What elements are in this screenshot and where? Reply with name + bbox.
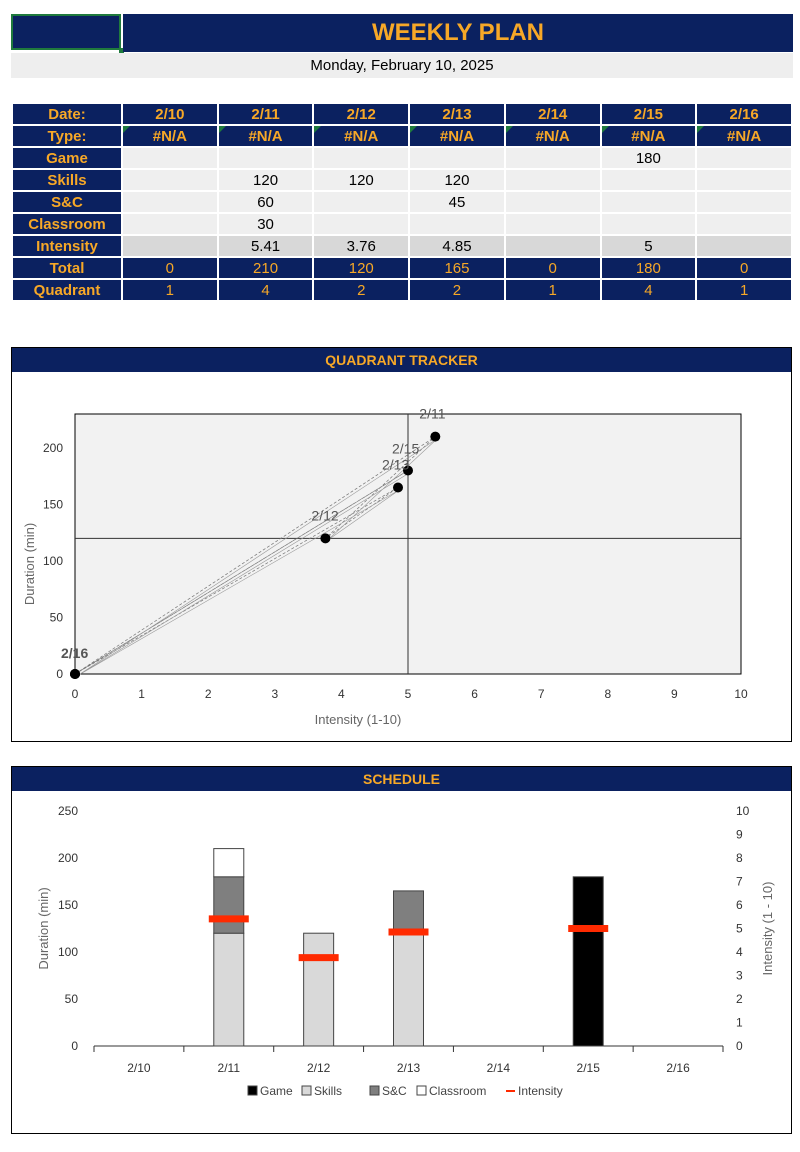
x-tick-label: 0 bbox=[71, 687, 79, 701]
y-tick-label: 150 bbox=[42, 497, 63, 512]
y2-tick-label: 1 bbox=[736, 1015, 743, 1030]
data-point bbox=[430, 432, 440, 442]
skills-cell[interactable]: 120 bbox=[218, 169, 314, 191]
quadrant-cell[interactable]: 1 bbox=[696, 279, 792, 301]
x-tick-label: 2/10 bbox=[127, 1061, 151, 1075]
quadrant-tracker-panel bbox=[11, 347, 792, 742]
y-tick-label: 100 bbox=[57, 945, 78, 959]
total-cell[interactable]: 0 bbox=[122, 257, 218, 279]
intensity-cell[interactable]: 4.85 bbox=[409, 235, 505, 257]
total-cell[interactable]: 0 bbox=[696, 257, 792, 279]
data-point bbox=[393, 482, 403, 492]
row-label-classroom: Classroom bbox=[12, 213, 122, 235]
x-tick-label: 3 bbox=[271, 687, 279, 701]
quadrant-cell[interactable]: 1 bbox=[122, 279, 218, 301]
classroom-cell[interactable] bbox=[601, 213, 697, 235]
classroom-cell[interactable] bbox=[409, 213, 505, 235]
total-cell[interactable]: 210 bbox=[218, 257, 314, 279]
schedule-title: SCHEDULE bbox=[12, 767, 791, 791]
sc-cell[interactable]: 60 bbox=[218, 191, 314, 213]
date-cell[interactable]: 2/14 bbox=[505, 103, 601, 125]
game-cell[interactable] bbox=[505, 147, 601, 169]
skills-cell[interactable]: 120 bbox=[313, 169, 409, 191]
game-cell[interactable] bbox=[409, 147, 505, 169]
type-cell[interactable]: #N/A bbox=[218, 125, 314, 147]
row-label-sc: S&C bbox=[12, 191, 122, 213]
y2-tick-label: 4 bbox=[736, 945, 743, 959]
quadrant-cell[interactable]: 2 bbox=[409, 279, 505, 301]
type-cell[interactable]: #N/A bbox=[505, 125, 601, 147]
sc-cell[interactable] bbox=[696, 191, 792, 213]
total-row bbox=[12, 257, 792, 279]
skills-cell[interactable]: 120 bbox=[409, 169, 505, 191]
x-tick-label: 10 bbox=[734, 687, 748, 701]
row-label-game: Game bbox=[12, 147, 122, 169]
y2-tick-label: 10 bbox=[736, 804, 750, 818]
skills-cell[interactable] bbox=[122, 169, 218, 191]
game-cell[interactable] bbox=[313, 147, 409, 169]
date-cell[interactable]: 2/16 bbox=[696, 103, 792, 125]
row-label-quadrant: Quadrant bbox=[12, 279, 122, 301]
y2-axis-title: Intensity (1 - 10) bbox=[760, 881, 775, 976]
type-cell[interactable]: #N/A bbox=[122, 125, 218, 147]
date-row bbox=[12, 103, 792, 125]
skills-cell[interactable] bbox=[601, 169, 697, 191]
row-label-type: Type: bbox=[12, 125, 122, 147]
point-label: 2/12 bbox=[311, 507, 339, 524]
x-tick-label: 9 bbox=[671, 687, 678, 701]
x-tick-label: 2/11 bbox=[217, 1061, 241, 1075]
classroom-cell[interactable] bbox=[696, 213, 792, 235]
sc-cell[interactable] bbox=[122, 191, 218, 213]
type-cell[interactable]: #N/A bbox=[696, 125, 792, 147]
weekly-plan-table bbox=[11, 102, 793, 302]
quadrant-cell[interactable]: 4 bbox=[218, 279, 314, 301]
schedule-panel bbox=[11, 766, 792, 1134]
y2-tick-label: 9 bbox=[736, 827, 743, 842]
total-cell[interactable]: 165 bbox=[409, 257, 505, 279]
game-cell[interactable]: 180 bbox=[601, 147, 697, 169]
data-point bbox=[70, 669, 80, 679]
type-row bbox=[12, 125, 792, 147]
legend-swatch bbox=[302, 1086, 311, 1095]
selected-cell[interactable] bbox=[11, 14, 121, 50]
quadrant-tracker-title: QUADRANT TRACKER bbox=[12, 348, 791, 372]
y-tick-label: 250 bbox=[57, 804, 78, 818]
skills-row bbox=[12, 169, 792, 191]
row-label-total: Total bbox=[12, 257, 122, 279]
x-tick-label: 5 bbox=[404, 687, 412, 701]
legend-label: S&C bbox=[382, 1084, 407, 1098]
y2-tick-label: 7 bbox=[736, 874, 743, 889]
date-cell[interactable]: 2/10 bbox=[122, 103, 218, 125]
skills-cell[interactable] bbox=[696, 169, 792, 191]
y-tick-label: 200 bbox=[57, 851, 78, 865]
point-label: 2/16 bbox=[61, 645, 89, 661]
x-tick-label: 2/13 bbox=[396, 1061, 421, 1075]
sc-cell[interactable] bbox=[313, 191, 409, 213]
y2-tick-label: 2 bbox=[736, 992, 743, 1006]
point-label: 2/15 bbox=[392, 440, 420, 457]
classroom-cell[interactable] bbox=[313, 213, 409, 235]
y-tick-label: 50 bbox=[64, 992, 78, 1006]
legend-swatch bbox=[417, 1086, 426, 1095]
skills-cell[interactable] bbox=[505, 169, 601, 191]
y-tick-label: 0 bbox=[71, 1039, 78, 1053]
bar-segment-skills bbox=[214, 933, 244, 1046]
bar-segment-game bbox=[573, 877, 603, 1046]
x-tick-label: 1 bbox=[138, 687, 145, 701]
y-tick-label: 100 bbox=[42, 553, 63, 568]
intensity-cell[interactable]: 5.41 bbox=[218, 235, 314, 257]
quadrant-tracker-chart bbox=[12, 372, 791, 741]
date-cell[interactable]: 2/15 bbox=[601, 103, 697, 125]
date-cell[interactable]: 2/12 bbox=[313, 103, 409, 125]
row-label-intensity: Intensity bbox=[12, 235, 122, 257]
classroom-row bbox=[12, 213, 792, 235]
date-cell[interactable]: 2/13 bbox=[409, 103, 505, 125]
x-tick-label: 2/12 bbox=[306, 1061, 331, 1075]
y-tick-label: 50 bbox=[49, 610, 63, 625]
y-axis-title: Duration (min) bbox=[22, 522, 37, 606]
bar-segment-skills bbox=[304, 933, 334, 1046]
total-cell[interactable]: 120 bbox=[313, 257, 409, 279]
data-point bbox=[320, 533, 330, 543]
point-label: 2/11 bbox=[419, 405, 446, 422]
bar-segment-classroom bbox=[214, 849, 244, 877]
page-title: WEEKLY PLAN bbox=[123, 14, 793, 52]
date-cell[interactable]: 2/11 bbox=[218, 103, 314, 125]
x-tick-label: 8 bbox=[604, 687, 612, 701]
legend-label: Skills bbox=[314, 1084, 343, 1098]
x-tick-label: 2/14 bbox=[486, 1061, 511, 1075]
bar-segment-sc bbox=[214, 877, 244, 933]
x-tick-label: 4 bbox=[338, 687, 345, 701]
sc-row bbox=[12, 191, 792, 213]
y-axis-title: Duration (min) bbox=[36, 887, 51, 970]
quadrant-cell[interactable]: 4 bbox=[601, 279, 697, 301]
y2-tick-label: 0 bbox=[736, 1039, 743, 1053]
intensity-cell[interactable] bbox=[122, 235, 218, 257]
y2-tick-label: 8 bbox=[736, 851, 743, 865]
y-tick-label: 150 bbox=[57, 898, 78, 912]
x-tick-label: 2 bbox=[204, 687, 212, 701]
y2-tick-label: 5 bbox=[736, 921, 743, 936]
intensity-cell[interactable]: 5 bbox=[601, 235, 697, 257]
y-tick-label: 0 bbox=[56, 667, 63, 681]
game-cell[interactable] bbox=[218, 147, 314, 169]
legend-label: Game bbox=[260, 1084, 293, 1098]
total-cell[interactable]: 0 bbox=[505, 257, 601, 279]
x-tick-label: 7 bbox=[537, 687, 545, 701]
intensity-cell[interactable] bbox=[696, 235, 792, 257]
current-date: Monday, February 10, 2025 bbox=[11, 53, 793, 78]
x-tick-label: 2/15 bbox=[576, 1061, 600, 1075]
y2-tick-label: 3 bbox=[736, 968, 743, 983]
y-tick-label: 200 bbox=[42, 440, 63, 455]
quadrant-cell[interactable]: 2 bbox=[313, 279, 409, 301]
total-cell[interactable]: 180 bbox=[601, 257, 697, 279]
schedule-chart bbox=[12, 791, 791, 1133]
type-cell[interactable]: #N/A bbox=[409, 125, 505, 147]
classroom-cell[interactable] bbox=[505, 213, 601, 235]
intensity-cell[interactable]: 3.76 bbox=[313, 235, 409, 257]
type-cell[interactable]: #N/A bbox=[313, 125, 409, 147]
sc-cell[interactable] bbox=[505, 191, 601, 213]
y2-tick-label: 6 bbox=[736, 898, 743, 912]
classroom-cell[interactable]: 30 bbox=[218, 213, 314, 235]
row-label-skills: Skills bbox=[12, 169, 122, 191]
legend-swatch bbox=[248, 1086, 257, 1095]
bar-segment-sc bbox=[394, 891, 424, 933]
bar-segment-skills bbox=[394, 933, 424, 1046]
intensity-row bbox=[12, 235, 792, 257]
point-label: 2/13 bbox=[382, 456, 410, 473]
intensity-cell[interactable] bbox=[505, 235, 601, 257]
quadrant-cell[interactable]: 1 bbox=[505, 279, 601, 301]
classroom-cell[interactable] bbox=[122, 213, 218, 235]
x-tick-label: 6 bbox=[471, 687, 478, 701]
legend-swatch bbox=[370, 1086, 379, 1095]
x-axis-title: Intensity (1-10) bbox=[314, 712, 402, 727]
game-cell[interactable] bbox=[696, 147, 792, 169]
x-tick-label: 2/16 bbox=[666, 1061, 690, 1075]
game-cell[interactable] bbox=[122, 147, 218, 169]
game-row bbox=[12, 147, 792, 169]
legend-label: Intensity bbox=[518, 1084, 563, 1098]
row-label-date: Date: bbox=[12, 103, 122, 125]
legend-label: Classroom bbox=[429, 1084, 487, 1098]
sc-cell[interactable] bbox=[601, 191, 697, 213]
quadrant-row bbox=[12, 279, 792, 301]
sc-cell[interactable]: 45 bbox=[409, 191, 505, 213]
type-cell[interactable]: #N/A bbox=[601, 125, 697, 147]
